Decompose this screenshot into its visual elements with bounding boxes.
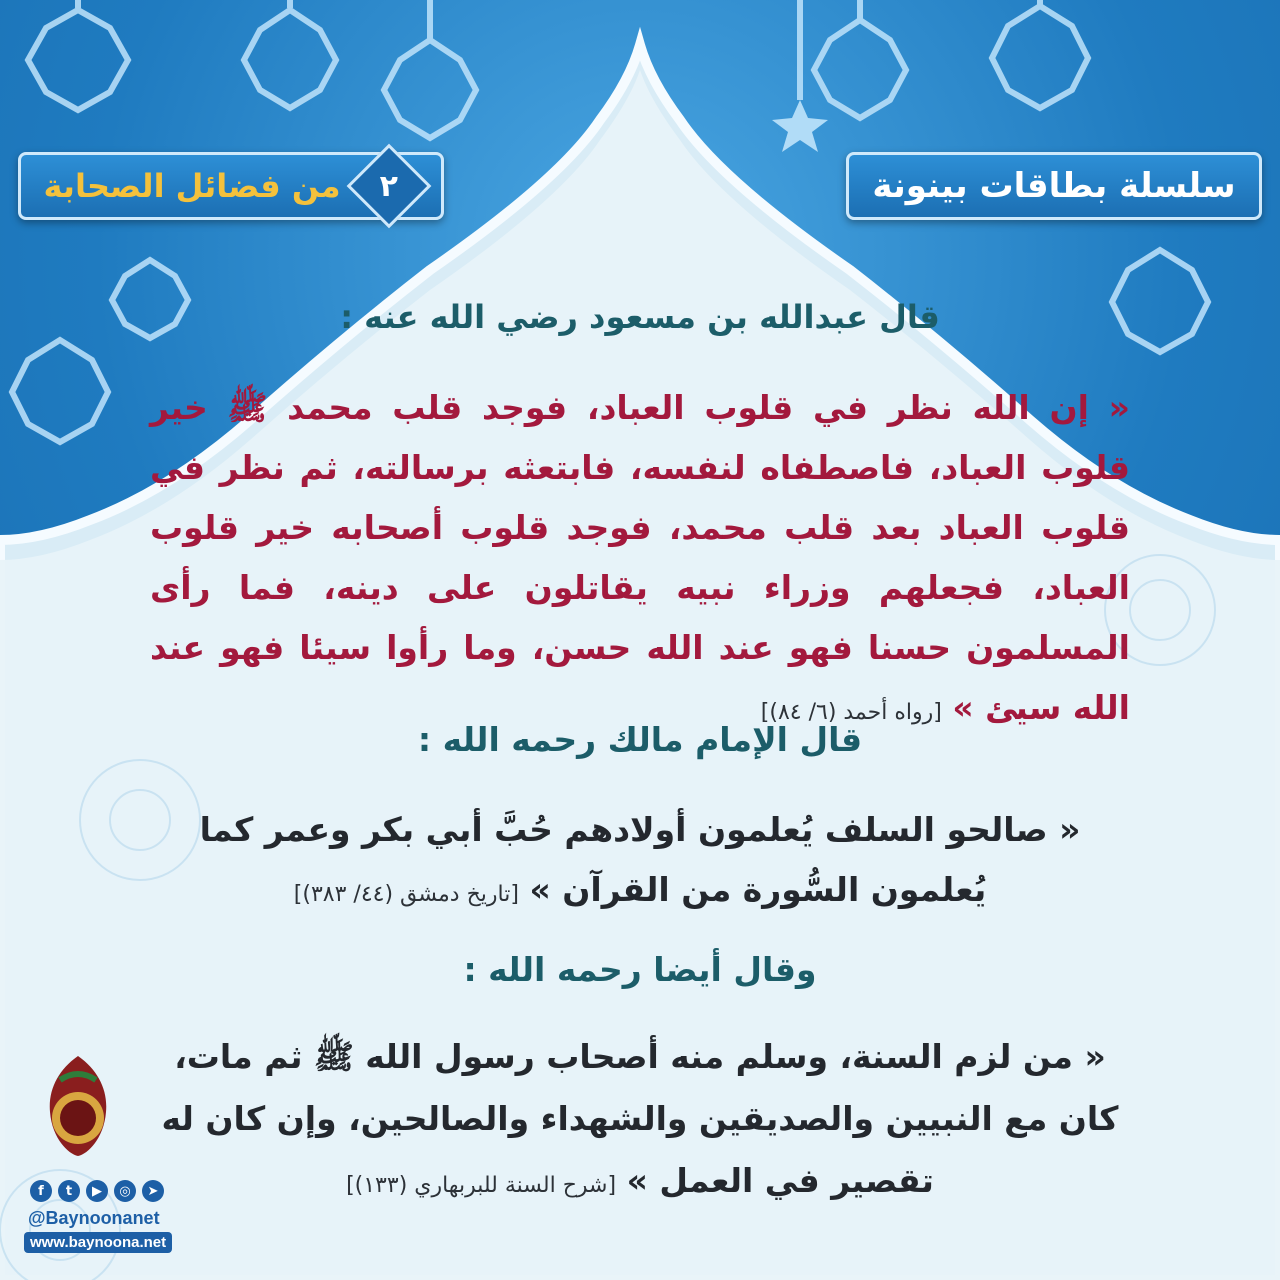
twitter-icon[interactable]: t: [58, 1180, 80, 1202]
section2-body: [150, 800, 1130, 925]
section2-title: قال الإمام مالك رحمه الله :: [417, 720, 863, 759]
topic-title-banner: [18, 152, 444, 220]
card-number-badge: [346, 144, 431, 229]
social-icons: [30, 1180, 180, 1208]
section3-quote: « من لزم السنة، وسلم منه أصحاب رسول الله ﷺ ثم مات، كان مع النبيين والصديقين والشهداء والصالحين، وإن كان له تقصير في العمل »: [161, 1037, 1119, 1200]
section1-title: قال عبدالله بن مسعود رضي الله عنه :: [340, 298, 940, 336]
section2-quote: « صالحو السلف يُعلمون أولادهم حُبَّ أبي بكر وعمر كما يُعلمون السُّورة من القرآن »: [199, 810, 1081, 909]
section1-reference: [رواه أحمد (٦/ ٨٤)]: [760, 700, 942, 725]
section3-body: [150, 1026, 1130, 1217]
section1-quote: « إن الله نظر في قلوب العباد، فوجد قلب محمد ﷺ خير قلوب العباد، فاصطفاه لنفسه، فابتعثه برسالته، ثم نظر في قلوب العباد بعد قلب محمد، فوجد قلوب أصحابه خير قلوب العباد، فجعلهم وزراء نبيه يقاتلون على دينه، فما رأى المسلمون حسنا فهو عند الله حسن، وما رأوا سيئا فهو عند الله سيئ »: [150, 388, 1130, 727]
card-number: ٢: [379, 168, 398, 204]
topic-title: من فضائل الصحابة: [43, 167, 341, 205]
section3-reference: [شرح السنة للبربهاري (١٣٣)]: [346, 1173, 617, 1198]
facebook-icon[interactable]: f: [30, 1180, 52, 1202]
social-handle[interactable]: @Baynoonanet: [28, 1208, 160, 1228]
baynoona-logo: [28, 1050, 128, 1160]
section3-title: وقال أيضا رحمه الله :: [463, 950, 817, 989]
section1-body: [150, 378, 1130, 743]
telegram-icon[interactable]: ➤: [142, 1180, 164, 1202]
section2-reference: [تاريخ دمشق (٤٤/ ٣٨٣)]: [293, 882, 519, 907]
website-link[interactable]: www.baynoona.net: [24, 1232, 172, 1253]
instagram-icon[interactable]: ◎: [114, 1180, 136, 1202]
youtube-icon[interactable]: ▶: [86, 1180, 108, 1202]
series-title: سلسلة بطاقات بينونة: [872, 166, 1236, 206]
series-title-banner: [846, 152, 1262, 220]
